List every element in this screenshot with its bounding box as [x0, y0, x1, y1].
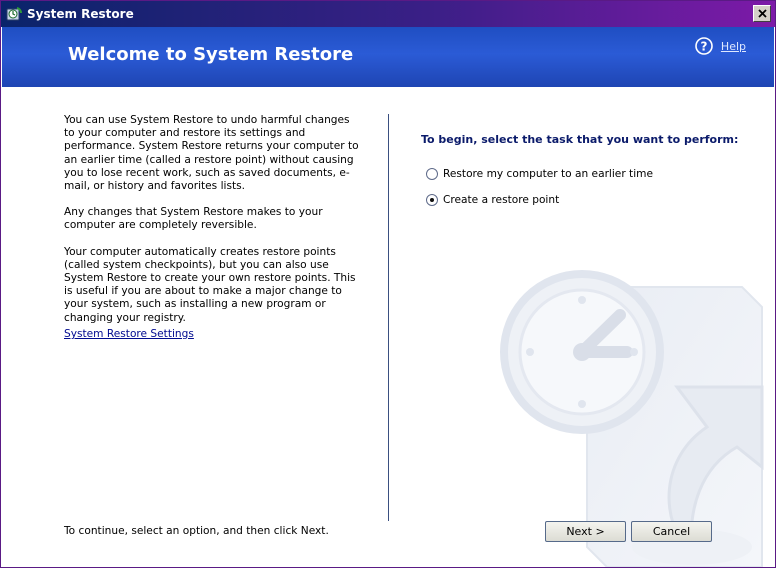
- create-restore-point-label[interactable]: Create a restore point: [443, 194, 560, 206]
- restore-option[interactable]: [426, 168, 653, 180]
- help-area[interactable]: [695, 37, 746, 55]
- system-restore-settings-link[interactable]: System Restore Settings: [64, 328, 194, 340]
- system-restore-app-icon: [6, 6, 22, 22]
- header-banner: [2, 27, 774, 87]
- intro-paragraph: You can use System Restore to undo harmful changes to your computer and restore its settings and performance. System Restore returns your computer to an earlier time (called a restore point) without causing you to lose recent work, such as saved documents, e-mail, or history and favorites lists.: [64, 114, 359, 193]
- intro-paragraph: Any changes that System Restore makes to your computer are completely reversible.: [64, 206, 323, 232]
- next-button[interactable]: Next >: [545, 521, 626, 542]
- intro-text: [64, 114, 359, 338]
- page-title: Welcome to System Restore: [68, 44, 354, 65]
- close-icon: [758, 9, 767, 18]
- task-prompt: To begin, select the task that you want to perform:: [421, 133, 739, 146]
- help-link[interactable]: Help: [720, 39, 746, 53]
- restore-radio[interactable]: [426, 168, 438, 180]
- cancel-button[interactable]: Cancel: [631, 521, 712, 542]
- footer-instruction: To continue, select an option, and then click Next.: [64, 525, 329, 537]
- main-content: [2, 87, 774, 567]
- close-button[interactable]: [753, 5, 771, 22]
- intro-paragraph: Your computer automatically creates restore points (called system checkpoints), but you can also use System Restore to create your own restore points. This is useful if you are about to make a major change to your system, such as installing a new program or changing your registry.: [64, 245, 356, 324]
- help-icon[interactable]: [695, 37, 713, 55]
- create-restore-point-radio[interactable]: [426, 194, 438, 206]
- svg-text:?: ?: [700, 39, 708, 54]
- window-title: System Restore: [27, 7, 134, 21]
- restore-option-label[interactable]: Restore my computer to an earlier time: [443, 168, 653, 180]
- vertical-divider: [388, 114, 389, 521]
- title-bar[interactable]: [1, 1, 775, 27]
- create-restore-point-option[interactable]: [426, 194, 559, 206]
